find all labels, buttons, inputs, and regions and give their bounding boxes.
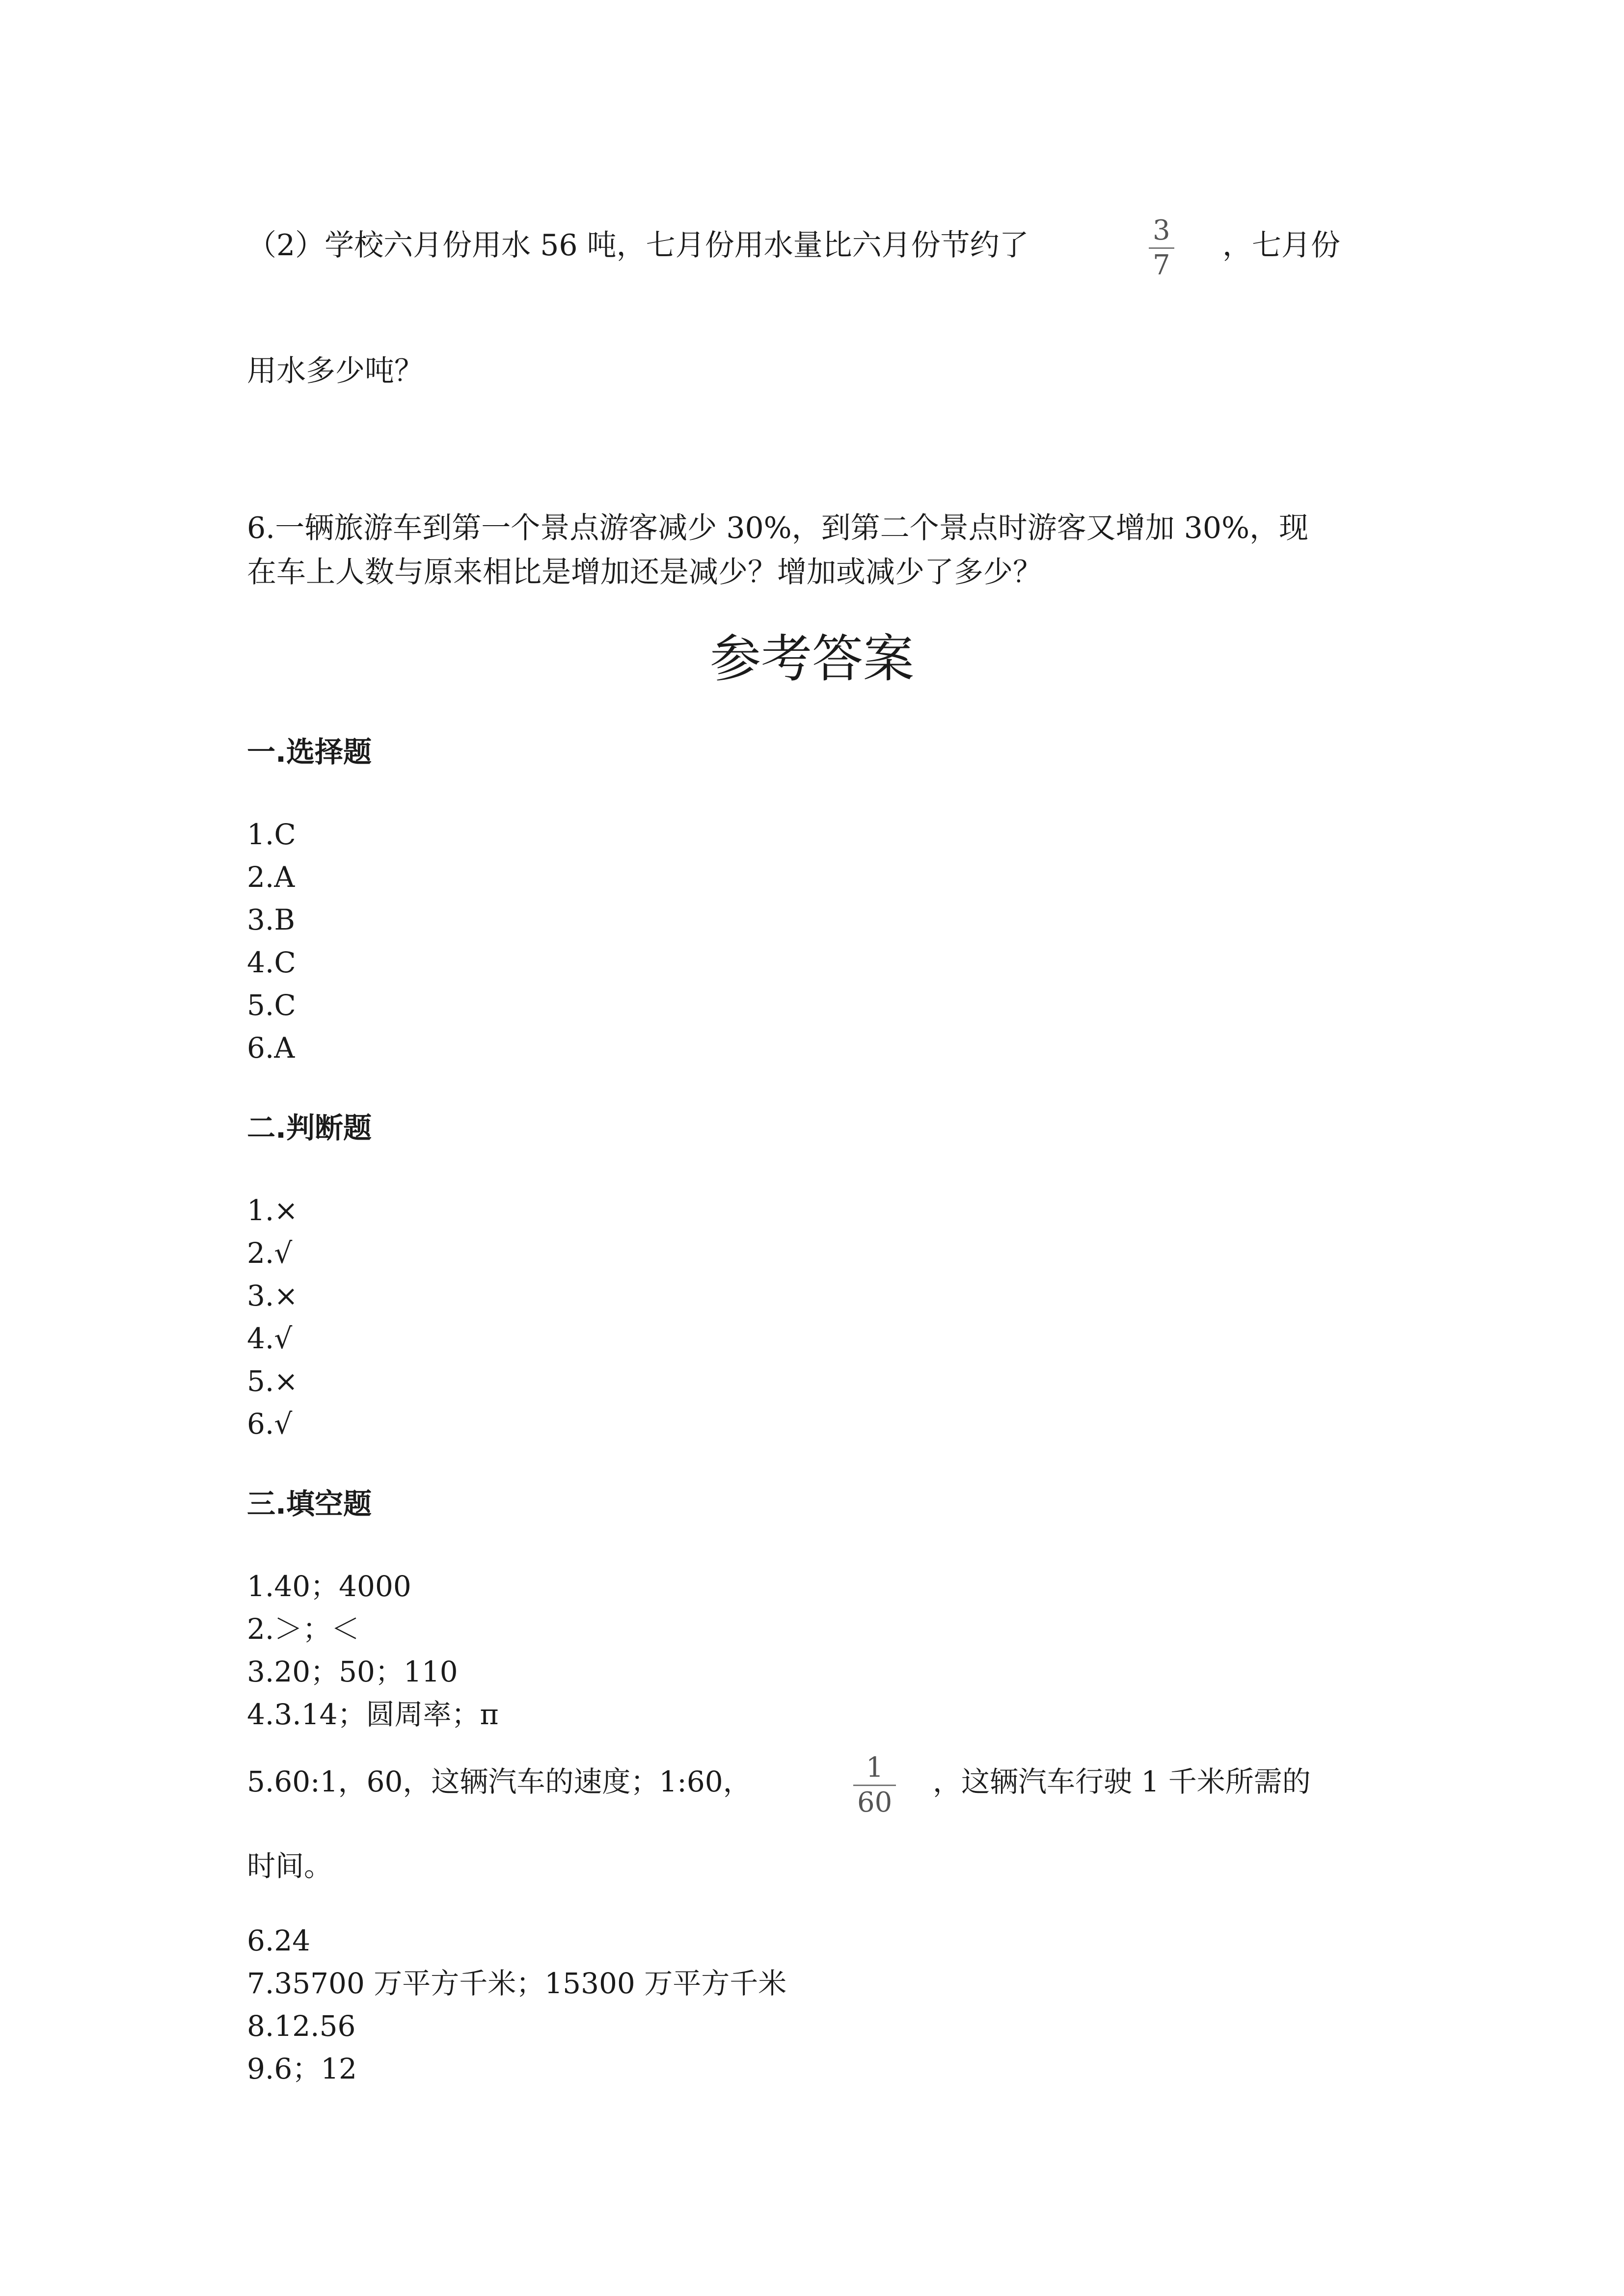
answer-item: 3.× [247, 1279, 298, 1312]
section-heading-choice: 一.选择题 [247, 735, 372, 769]
answer-text: ，这辆汽车行驶 1 千米所需的 [933, 1765, 1311, 1798]
question-6-line2 [247, 555, 1042, 590]
answer-item: 2.√ [247, 1236, 293, 1270]
answer-item: 1.C [247, 818, 296, 851]
fraction-numerator: 3 [1153, 214, 1170, 246]
fraction-denominator: 60 [857, 1787, 893, 1818]
answer-item: 5.C [247, 988, 296, 1022]
answer-item: 1.× [247, 1194, 298, 1227]
answer-text: 时间。 [247, 1849, 333, 1883]
answer-item: 7.35700 万平方千米；15300 万平方千米 [247, 1967, 787, 2000]
question-5-2-line1-tail [1222, 228, 1340, 263]
question-text: 6.一辆旅游车到第一个景点游客减少 30%，到第二个景点时游客又增加 30%，现 [247, 511, 1309, 545]
answer-item-5-line1-tail [933, 1764, 1311, 1799]
section-heading-fill-blank: 三.填空题 [247, 1487, 372, 1521]
question-text: 在车上人数与原来相比是增加还是减少？增加或减少了多少？ [247, 555, 1042, 589]
answer-item: 6.√ [247, 1407, 293, 1441]
question-text: ，七月份 [1222, 228, 1340, 263]
answer-item: 4.3.14；圆周率；π [247, 1698, 499, 1731]
question-6-line1 [247, 510, 1308, 546]
question-5-2-line2 [247, 353, 424, 389]
answer-item: 8.12.56 [247, 2009, 356, 2043]
question-text: （2）学校六月份用水 56 吨，七月份用水量比六月份节约了 [247, 228, 1029, 263]
question-text: 用水多少吨？ [247, 354, 424, 388]
fraction-3-7 [1149, 216, 1174, 280]
answer-item: 3.20；50；110 [247, 1655, 458, 1688]
fraction-bar [1149, 247, 1174, 249]
answer-item: 3.B [247, 903, 295, 936]
answer-item: 4.√ [247, 1322, 293, 1355]
answer-item: 9.6；12 [247, 2052, 357, 2085]
answer-text: 5.60:1，60，这辆汽车的速度；1:60， [247, 1765, 752, 1798]
answer-item: 2.A [247, 860, 295, 894]
fraction-1-60 [853, 1753, 896, 1817]
answer-item-5-line1 [247, 1764, 752, 1799]
answer-item: 1.40；4000 [247, 1570, 411, 1603]
answers-title: 参考答案 [709, 629, 914, 689]
section-heading-judgement: 二.判断题 [247, 1111, 372, 1145]
question-5-2-line1 [247, 228, 1029, 263]
fraction-denominator: 7 [1153, 249, 1170, 281]
answer-item: 4.C [247, 946, 296, 979]
answer-item: 6.24 [247, 1924, 311, 1957]
answer-item-5-line2 [247, 1848, 332, 1884]
fraction-numerator: 1 [866, 1752, 884, 1784]
fraction-bar [853, 1785, 896, 1786]
answer-item: 6.A [247, 1031, 295, 1065]
answer-item: 5.× [247, 1364, 298, 1398]
answer-item: 2.＞；＜ [247, 1612, 360, 1646]
